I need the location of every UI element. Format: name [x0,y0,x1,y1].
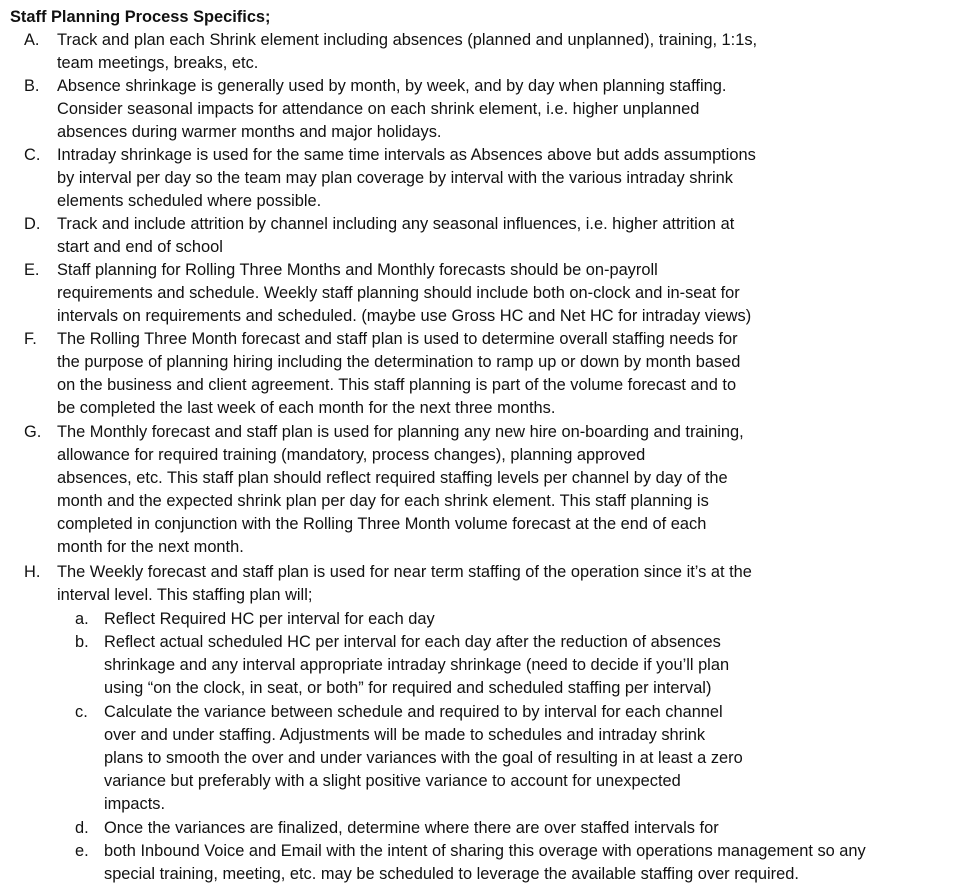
text-line: variance but preferably with a slight positive variance to account for unexpected [104,772,681,790]
sublist-marker: a. [75,610,89,628]
document-title: Staff Planning Process Specifics; [10,8,271,26]
text-line: Intraday shrinkage is used for the same time intervals as Absences above but adds assumptions [57,146,756,164]
text-line: impacts. [104,795,166,813]
text-line: month and the expected shrink plan per day for each shrink element. This staff planning is [57,492,709,510]
text-line: month for the next month. [57,538,244,556]
text-line: on the business and client agreement. This staff planning is part of the volume forecast and to [57,376,737,394]
text-line: start and end of school [57,238,223,256]
text-line: Absence shrinkage is generally used by month, by week, and by day when planning staffing. [57,77,727,95]
text-line: Reflect actual scheduled HC per interval for each day after the reduction of absences [104,633,721,651]
sublist-marker: b. [75,633,89,651]
sublist-marker: e. [75,842,89,860]
text-line: Once the variances are finalized, determine where there are over staffed intervals for [104,819,719,837]
list-marker: B. [24,77,40,95]
sublist-item-text [104,701,743,816]
list-marker: F. [24,330,37,348]
text-line: absences, etc. This staff plan should reflect required staffing levels per channel by day of the [57,469,728,487]
text-line: Consider seasonal impacts for attendance on each shrink element, i.e. higher unplanned [57,100,700,118]
text-line: Staff planning for Rolling Three Months and Monthly forecasts should be on-payroll [57,261,658,279]
list-marker: D. [24,215,41,233]
text-line: Track and include attrition by channel including any seasonal influences, i.e. higher attrition at [57,215,735,233]
sublist-item-text [104,817,719,840]
text-line: the purpose of planning hiring including the determination to ramp up or down by month based [57,353,741,371]
list-item-text [57,421,744,559]
sublist-marker: d. [75,819,89,837]
text-line: plans to smooth the over and under variances with the goal of resulting in at least a zero [104,749,743,767]
text-line: The Rolling Three Month forecast and staff plan is used to determine overall staffing needs for [57,330,738,348]
text-line: Track and plan each Shrink element including absences (planned and unplanned), training, 1:1s, [57,31,758,49]
text-line: by interval per day so the team may plan coverage by interval with the various intraday shrink [57,169,733,187]
text-line: requirements and schedule. Weekly staff planning should include both on-clock and in-seat for [57,284,740,302]
list-item-text [57,259,751,328]
text-line: shrinkage and any interval appropriate intraday shrinkage (need to decide if you’ll plan [104,656,730,674]
text-line: over and under staffing. Adjustments will be made to schedules and intraday shrink [104,726,706,744]
sublist-item-text [104,608,435,631]
sublist-item-text [104,840,866,886]
list-marker: G. [24,423,42,441]
list-item-text [57,75,726,144]
text-line: using “on the clock, in seat, or both” for required and scheduled staffing per interval) [104,679,712,697]
text-line: Reflect Required HC per interval for each day [104,610,435,628]
text-line: both Inbound Voice and Email with the intent of sharing this overage with operations management so any [104,842,866,860]
text-line: absences during warmer months and major holidays. [57,123,442,141]
list-item-text [57,144,756,213]
text-line: elements scheduled where possible. [57,192,322,210]
list-marker: A. [24,31,40,49]
text-line: The Monthly forecast and staff plan is used for planning any new hire on-boarding and training, [57,423,744,441]
list-item-text [57,561,752,607]
list-marker: E. [24,261,40,279]
list-item-text [57,213,734,259]
list-marker: C. [24,146,41,164]
text-line: The Weekly forecast and staff plan is used for near term staffing of the operation since it’s at the [57,563,752,581]
list-item-text [57,328,740,420]
text-line: Calculate the variance between schedule and required to by interval for each channel [104,703,723,721]
sublist-marker: c. [75,703,88,721]
text-line: interval level. This staffing plan will; [57,586,313,604]
text-line: be completed the last week of each month for the next three months. [57,399,556,417]
list-marker: H. [24,563,41,581]
sublist-item-text [104,631,729,700]
list-item-text [57,29,757,75]
text-line: allowance for required training (mandatory, process changes), planning approved [57,446,646,464]
text-line: intervals on requirements and scheduled. (maybe use Gross HC and Net HC for intraday views) [57,307,752,325]
text-line: special training, meeting, etc. may be scheduled to leverage the available staffing over required. [104,865,799,883]
text-line: team meetings, breaks, etc. [57,54,259,72]
text-line: completed in conjunction with the Rolling Three Month volume forecast at the end of each [57,515,707,533]
